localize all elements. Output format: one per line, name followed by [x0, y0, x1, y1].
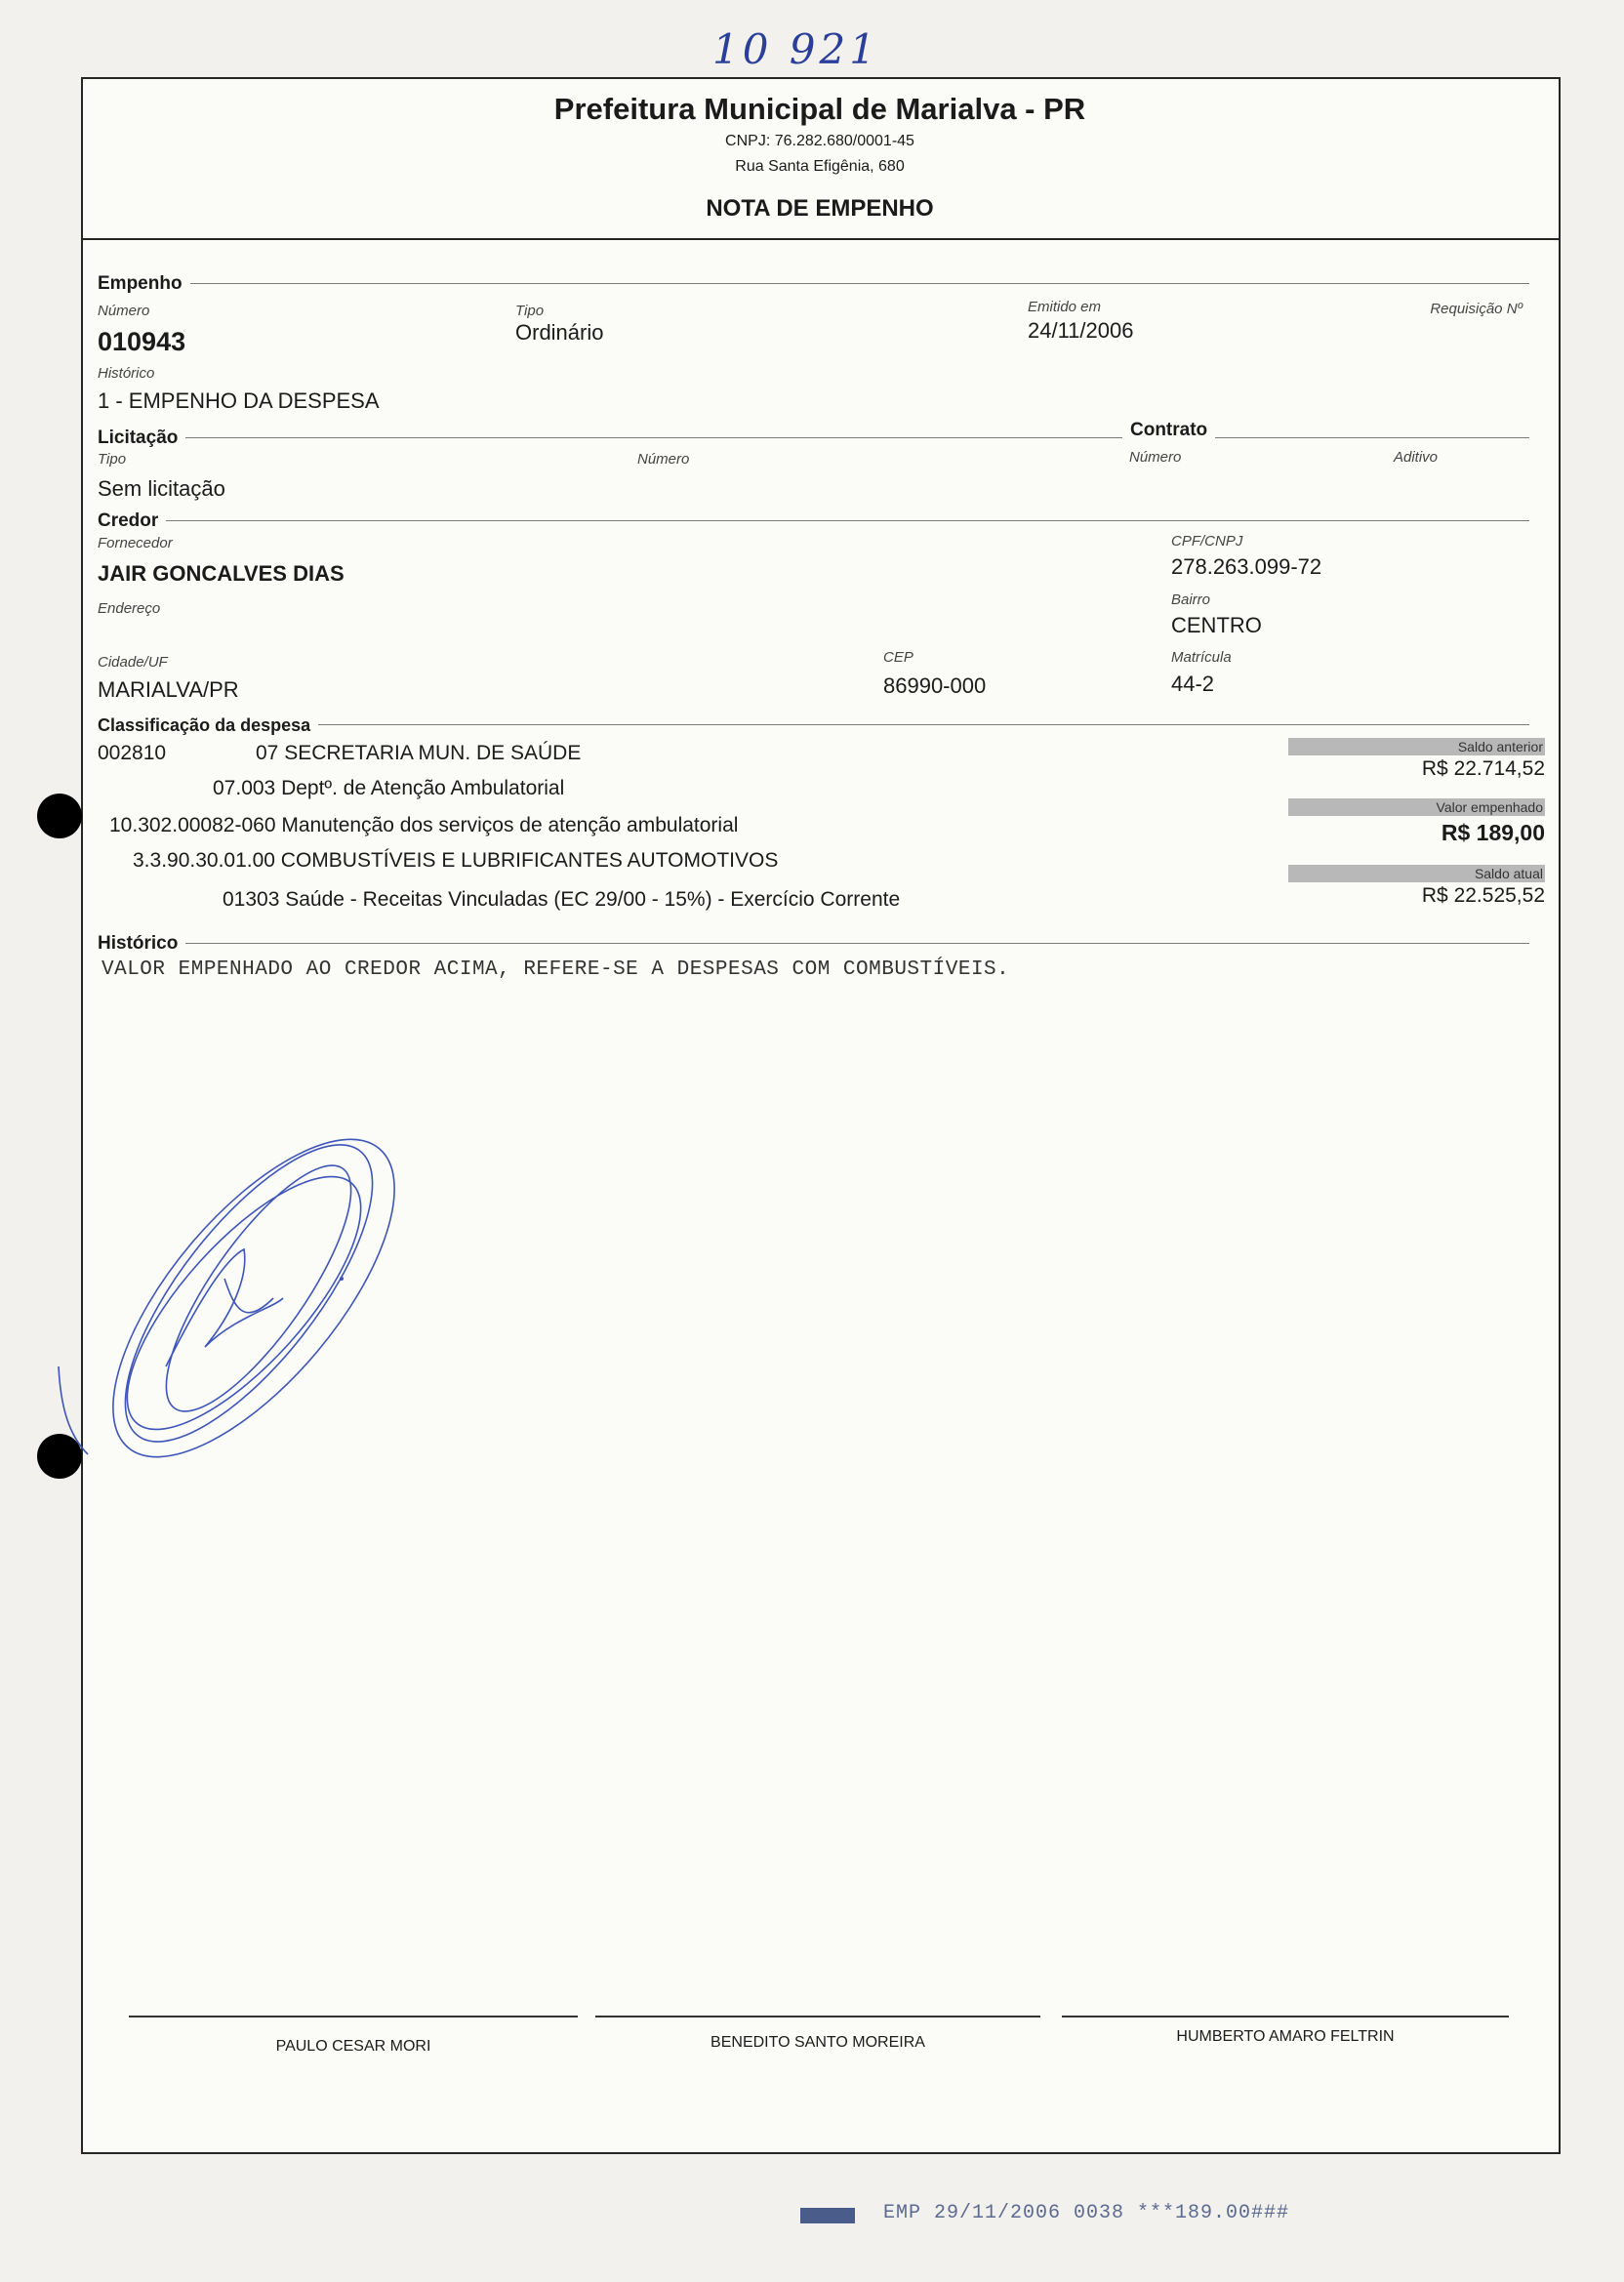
credor-rule: [98, 520, 1529, 521]
signature-name-2: BENEDITO SANTO MOREIRA: [710, 2034, 925, 2051]
saldo-atual-bar: [1288, 865, 1545, 882]
bairro-label: Bairro: [1171, 591, 1211, 608]
saldo-atual-value: R$ 22.525,52: [1421, 884, 1545, 907]
signature-line-3: [1062, 2016, 1509, 2017]
matricula-label: Matrícula: [1171, 649, 1232, 666]
empenho-historico: 1 - EMPENHO DA DESPESA: [98, 388, 380, 413]
saldo-atual-label: Saldo atual: [1474, 866, 1543, 881]
classificacao-line-unidade: 07.003 Deptº. de Atenção Ambulatorial: [213, 777, 565, 799]
address-text: Rua Santa Efigênia, 680: [735, 158, 905, 175]
bairro-value: CENTRO: [1171, 613, 1262, 637]
signature-name-1: PAULO CESAR MORI: [275, 2038, 431, 2055]
signature-scribble: [49, 1113, 459, 1484]
signature-line-1: [129, 2016, 578, 2017]
historico-rule: [98, 943, 1529, 944]
classificacao-line-funcional: 10.302.00082-060 Manutenção dos serviços de atenção ambulatorial: [109, 814, 739, 836]
licitacao-rule: [98, 437, 1529, 438]
empenho-tipo-label: Tipo: [515, 303, 545, 319]
empenho-rule: [98, 283, 1529, 284]
empenho-numero-label: Número: [98, 303, 150, 319]
document-title: NOTA DE EMPENHO: [706, 195, 934, 222]
endereco-label: Endereço: [98, 600, 161, 617]
contrato-aditivo-label: Aditivo: [1394, 449, 1439, 466]
valor-empenhado-bar: [1288, 798, 1545, 816]
cep-value: 86990-000: [883, 673, 987, 698]
contrato-numero-label: Número: [1129, 449, 1182, 466]
requisicao-label: Requisição Nº: [1430, 301, 1522, 317]
emitido-date: 24/11/2006: [1028, 318, 1134, 343]
machine-stamp: EMP 29/11/2006 0038 ***189.00###: [883, 2202, 1290, 2224]
classificacao-line-fonte: 01303 Saúde - Receitas Vinculadas (EC 29/00 - 15%) - Exercício Corrente: [223, 888, 901, 911]
machine-stamp-logo: [800, 2208, 855, 2223]
emitido-label: Emitido em: [1028, 299, 1102, 315]
credor-section-title: Credor: [98, 510, 166, 532]
valor-empenhado-label: Valor empenhado: [1436, 799, 1543, 815]
signature-name-3: HUMBERTO AMARO FELTRIN: [1176, 2028, 1395, 2045]
cpf-value: 278.263.099-72: [1171, 554, 1322, 579]
valor-empenhado-value: R$ 189,00: [1441, 820, 1545, 845]
saldo-anterior-label: Saldo anterior: [1457, 739, 1543, 754]
historico-section-title: Histórico: [98, 933, 185, 955]
cpf-label: CPF/CNPJ: [1171, 533, 1243, 550]
handwritten-number: 10 921: [712, 25, 879, 73]
punch-hole-bottom: [37, 1434, 82, 1479]
licitacao-numero-label: Número: [637, 451, 690, 468]
classificacao-line-orgao: 07 SECRETARIA MUN. DE SAÚDE: [256, 742, 582, 764]
cep-label: CEP: [883, 649, 914, 666]
classificacao-section-title: Classificação da despesa: [98, 715, 318, 736]
saldo-anterior-bar: [1288, 738, 1545, 755]
empenho-numero: 010943: [98, 327, 186, 356]
contrato-section-title: Contrato: [1122, 420, 1215, 441]
signature-line-2: [595, 2016, 1040, 2017]
page-title: Prefeitura Municipal de Marialva - PR: [553, 92, 1086, 126]
licitacao-tipo: Sem licitação: [98, 476, 225, 501]
saldo-anterior-value: R$ 22.714,52: [1421, 757, 1545, 780]
punch-hole-top: [37, 794, 82, 838]
licitacao-section-title: Licitação: [98, 428, 185, 449]
classificacao-line-natureza: 3.3.90.30.01.00 COMBUSTÍVEIS E LUBRIFICANTES AUTOMOTIVOS: [133, 849, 779, 872]
header-divider: [81, 238, 1559, 240]
empenho-section-title: Empenho: [98, 273, 190, 295]
cidade-value: MARIALVA/PR: [98, 677, 239, 702]
fornecedor-label: Fornecedor: [98, 535, 173, 551]
matricula-value: 44-2: [1171, 672, 1215, 696]
cidade-label: Cidade/UF: [98, 654, 168, 671]
cnpj-text: CNPJ: 76.282.680/0001-45: [725, 133, 914, 149]
empenho-historico-label: Histórico: [98, 365, 155, 382]
empenho-tipo: Ordinário: [515, 320, 604, 345]
historico-text: VALOR EMPENHADO AO CREDOR ACIMA, REFERE-SE A DESPESAS COM COMBUSTÍVEIS.: [102, 958, 1010, 981]
classificacao-code: 002810: [98, 742, 167, 764]
licitacao-tipo-label: Tipo: [98, 451, 127, 468]
fornecedor-name: JAIR GONCALVES DIAS: [98, 561, 345, 586]
